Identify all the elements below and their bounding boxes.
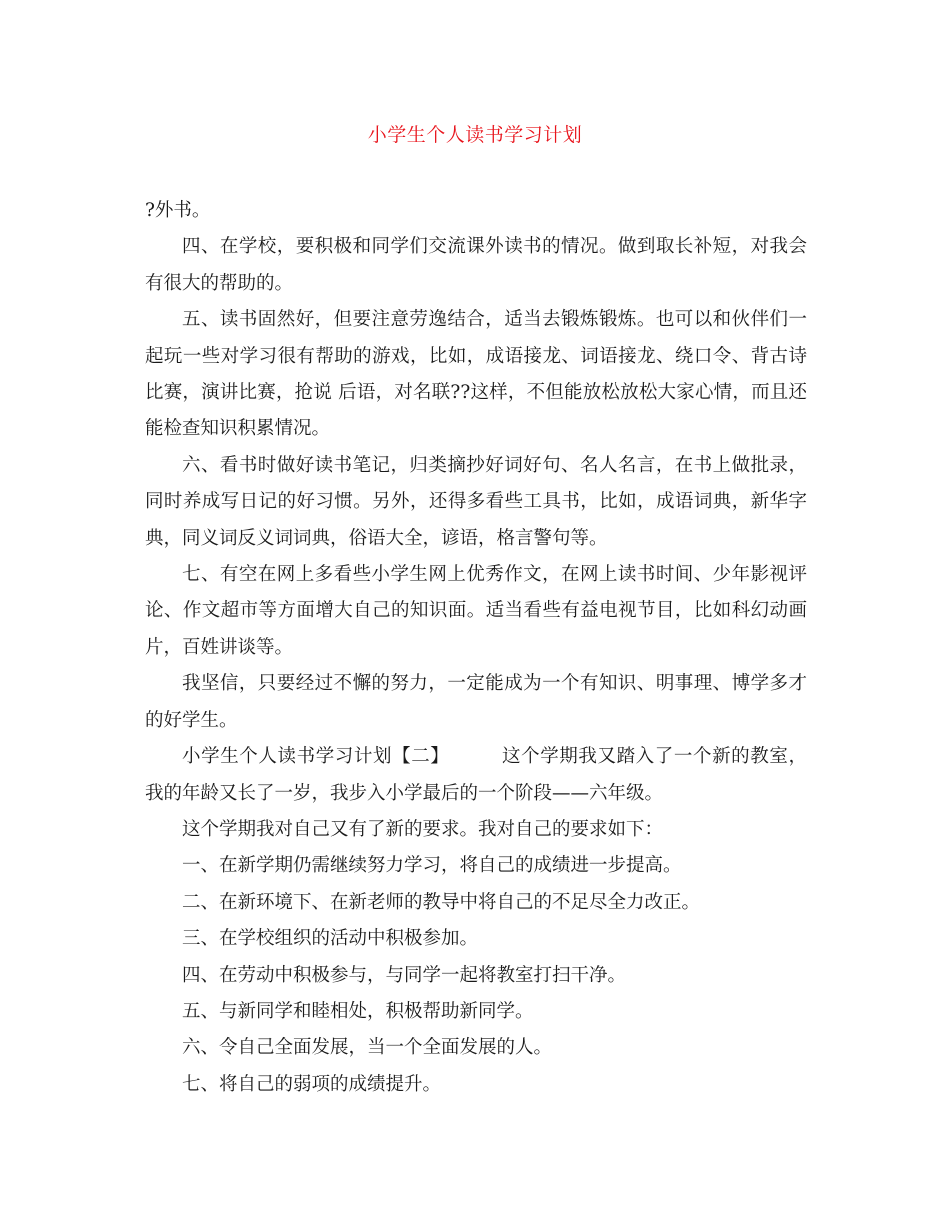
- list-item: 二、在新环境下、在新老师的教导中将自己的不足尽全力改正。: [182, 891, 701, 913]
- section-two-intro: 这个学期我又踏入了一个新的教室，我的年龄又长了一岁，我步入小学最后的一个阶段——六年级。: [145, 746, 807, 804]
- document-title: 小学生个人读书学习计划: [367, 124, 583, 146]
- paragraph: 六、看书时做好读书笔记，归类摘抄好词好句、名人名言，在书上做批录，同时养成写日记的好习惯。另外，还得多看些工具书，比如，成语词典，新华字典，同义词反义词词典，俗语大全，谚语，格言警句等。: [145, 454, 807, 549]
- list-item: 一、在新学期仍需继续努力学习，将自己的成绩进一步提高。: [182, 855, 682, 877]
- list-item: 五、与新同学和睦相处，积极帮助新同学。: [182, 1000, 534, 1022]
- list-item: 六、令自己全面发展，当一个全面发展的人。: [182, 1037, 553, 1059]
- paragraph: 五、读书固然好，但要注意劳逸结合，适当去锻炼锻炼。也可以和伙伴们一起玩一些对学习很有帮助的游戏，比如，成语接龙、词语接龙、绕口令、背古诗比赛，演讲比赛，抢说 后语，对名联??这样，不但能放松放松大家心情，而且还能检查知识积累情况。: [145, 309, 807, 440]
- section-two-heading: 小学生个人读书学习计划【二】: [182, 746, 450, 768]
- section-two-paragraph: [145, 739, 807, 812]
- paragraph: 这个学期我对自己又有了新的要求。我对自己的要求如下：: [182, 818, 664, 840]
- paragraph: 四、在学校，要积极和同学们交流课外读书的情况。做到取长补短，对我会有很大的帮助的。: [145, 236, 807, 294]
- paragraph: 七、有空在网上多看些小学生网上优秀作文，在网上读书时间、少年影视评论、作文超市等方面增大自己的知识面。适当看些有益电视节目，比如科幻动画片，百姓讲谈等。: [145, 564, 807, 658]
- paragraph: 我坚信，只要经过不懈的努力，一定能成为一个有知识、明事理、博学多才的好学生。: [145, 673, 807, 731]
- document-body: [145, 193, 807, 1103]
- list-item: 四、在劳动中积极参与，与同学一起将教室打扫干净。: [182, 964, 627, 986]
- list-item: 三、在学校组织的活动中积极参加。: [182, 928, 479, 950]
- list-item: 七、将自己的弱项的成绩提升。: [182, 1073, 442, 1095]
- paragraph: ?外书。: [145, 200, 211, 221]
